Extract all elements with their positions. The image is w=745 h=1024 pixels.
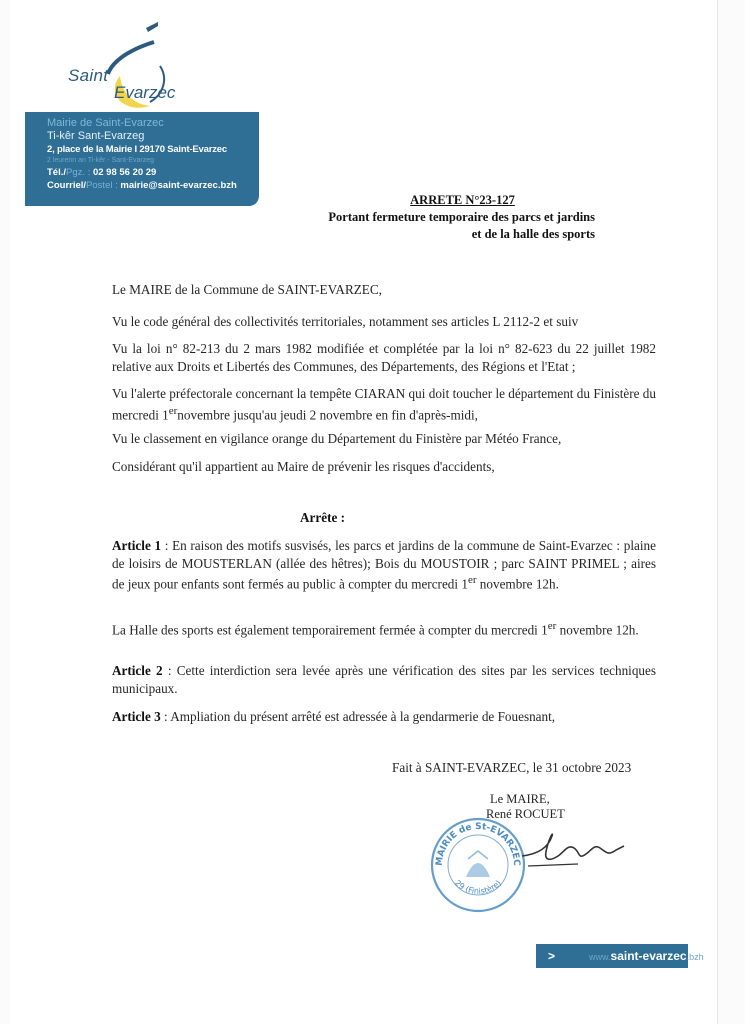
phone-label: Tél./ [47, 167, 67, 178]
article-3-label: Article 3 [112, 709, 161, 724]
svg-text:29 (Finistère): 29 (Finistère) [452, 878, 504, 896]
mayor-signature-icon [518, 826, 628, 876]
postal-address: 2, place de la Mairie I 29170 Saint-Evarzec [47, 144, 227, 155]
mairie-name: Mairie de Saint-Evarzec [47, 117, 164, 129]
article-1-label: Article 1 [112, 538, 162, 553]
article-2-label: Article 2 [112, 663, 163, 678]
vu-paragraph-2: Vu la loi n° 82-213 du 2 mars 1982 modifiée et complétée par la loi n° 82-623 du 22 juillet 1982 relative aux Droits et Libertés des Communes, des Départements, des Régions et l'Etat ; [112, 341, 656, 374]
signatory-name: René ROCUET [486, 807, 565, 821]
commune-logo [58, 22, 208, 112]
phone-number: 02 98 56 20 29 [92, 167, 157, 178]
website-badge [536, 944, 704, 968]
website-suffix: .bzh [686, 952, 704, 962]
website-arrow-icon: > [548, 949, 556, 963]
place-and-date: Fait à SAINT-EVARZEC, le 31 octobre 2023 [392, 760, 632, 775]
website-name: saint-evarzec [610, 949, 687, 963]
decree-reference: ARRETE N°23-127 [410, 193, 515, 207]
article-2-paragraph [112, 662, 656, 697]
svg-text:MAIRIE de St-EVARZEC: MAIRIE de St-EVARZEC [434, 821, 522, 867]
phone-label-breton: Pgz. : [66, 167, 91, 178]
vu-3-text-a: Vu l'alerte préfectorale concernant la tempête CIARAN qui doit toucher le département du Finistère du mercredi 1 [112, 386, 656, 422]
vu-3-text-b: novembre jusqu'au jeudi 2 novembre en fin d'après-midi, [177, 406, 478, 422]
vu-paragraph-3 [112, 385, 656, 423]
phone-line [47, 166, 259, 179]
article-1-text-a: : En raison des motifs susvisés, les parcs et jardins de la commune de Saint-Evarzec : plaine de loisirs de MOUSTERLAN (allée des hêtres); Bois du MOUSTOIR ; parc SAINT PRIMEL ; aires de jeux pour enfants sont fermés au public à compter du mercredi 1 [112, 538, 656, 592]
article-1-sup: er [467, 574, 477, 586]
decree-subtitle-2: et de la halle des sports [471, 227, 595, 241]
email-label-breton: Postel : [86, 180, 118, 191]
mairie-seal-stamp-icon [428, 815, 528, 915]
article-2-text: : Cette interdiction sera levée après une vérification des sites par les services techniques municipaux. [112, 663, 657, 696]
postal-address-breton: 2 leurenn an Ti-kêr - Sant-Evarzeg [47, 157, 154, 164]
decree-title [290, 192, 595, 243]
logo-text-saint: Saint [68, 66, 109, 85]
article-1-p2-sup: er [547, 620, 557, 632]
intro-line: Le MAIRE de la Commune de SAINT-EVARZEC, [112, 282, 382, 297]
vu-3-sup: er [168, 404, 178, 417]
considerant-paragraph: Considérant qu'il appartient au Maire de prévenir les risques d'accidents, [112, 459, 495, 474]
decree-subtitle-1: Portant fermeture temporaire des parcs et jardins [328, 210, 595, 224]
email-line [47, 179, 259, 192]
article-3-text: : Ampliation du présent arrêté est adressée à la gendarmerie de Fouesnant, [160, 709, 556, 724]
arrete-heading: Arrête : [300, 510, 346, 525]
article-1-text-b: novembre 12h. [476, 576, 559, 592]
article-1-p2-text-b: novembre 12h. [556, 622, 639, 638]
website-prefix: www. [589, 952, 611, 962]
article-1-p2-text-a: La Halle des sports est également temporairement fermée à compter du mercredi 1 [112, 622, 548, 638]
email-label: Courriel/ [47, 180, 87, 191]
logo-text-evarzec: Evarzec [114, 83, 176, 102]
vu-paragraph-4: Vu le classement en vigilance orange du Département du Finistère par Météo France, [112, 431, 562, 446]
article-1-paragraph-2 [112, 618, 656, 639]
article-1-paragraph [112, 537, 656, 593]
mairie-name-breton: Ti-kêr Sant-Evarzeg [47, 130, 145, 142]
article-3-paragraph [112, 708, 656, 726]
signatory-title: Le MAIRE, [490, 792, 550, 806]
letterhead-address-card [25, 112, 259, 206]
email-address: mairie@saint-evarzec.bzh [120, 180, 237, 191]
vu-paragraph-1: Vu le code général des collectivités territoriales, notamment ses articles L 2112-2 et suiv [112, 314, 579, 329]
